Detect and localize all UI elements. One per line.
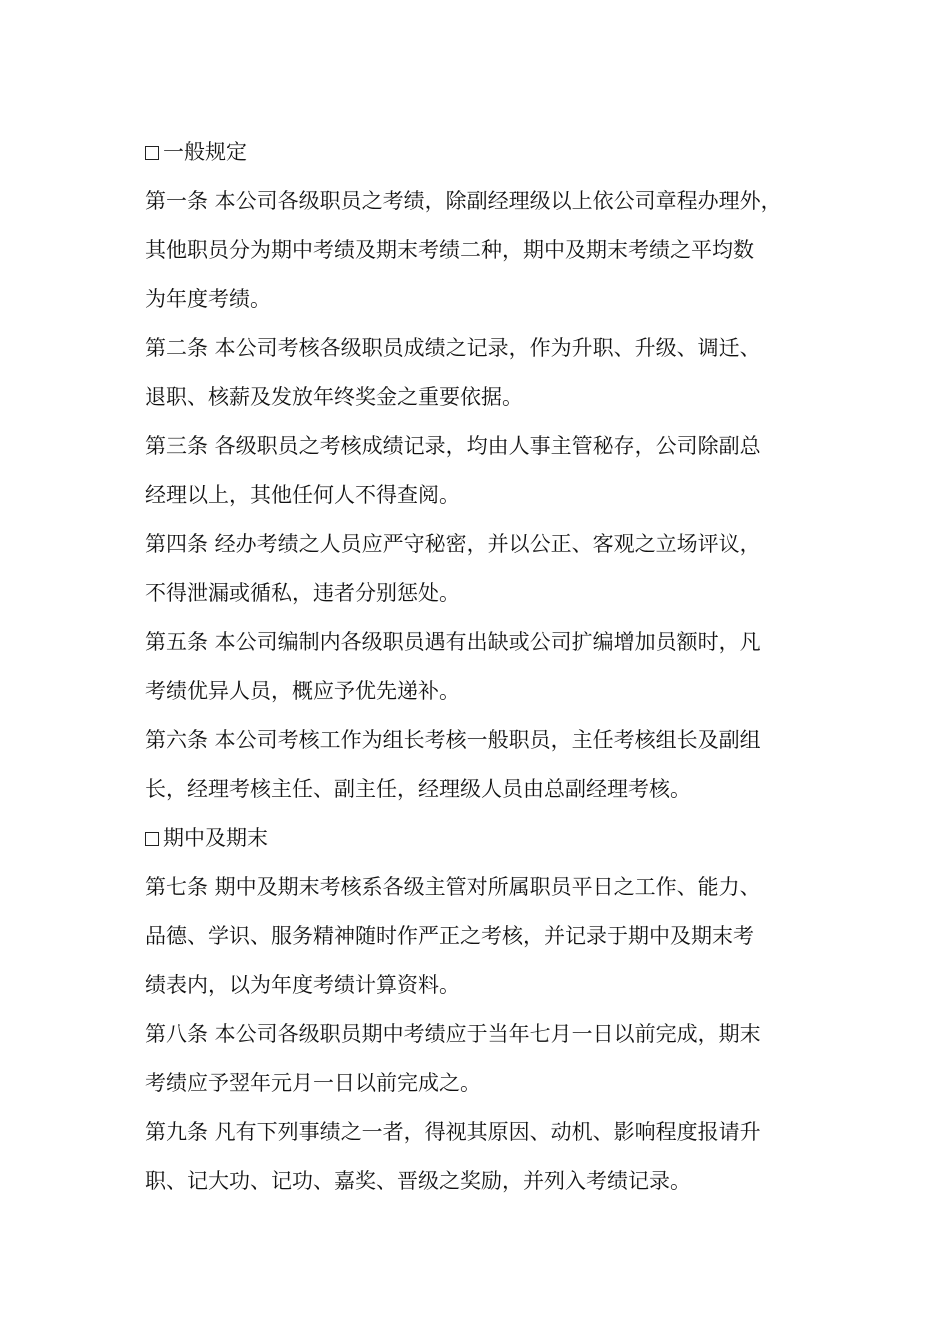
article-line: 考绩应予翌年元月一日以前完成之。: [145, 1071, 481, 1095]
article-line: 第一条 本公司各级职员之考绩，除副经理级以上依公司章程办理外，: [145, 189, 782, 213]
article-3: [145, 422, 825, 520]
article-line: 退职、核薪及发放年终奖金之重要依据。: [145, 385, 523, 409]
article-line: 第六条 本公司考核工作为组长考核一般职员，主任考核组长及副组: [145, 728, 761, 752]
article-line: 不得泄漏或循私，违者分别惩处。: [145, 581, 460, 605]
section-heading-text: 一般规定: [163, 140, 247, 164]
document-body: [145, 128, 825, 1206]
article-line: 长，经理考核主任、副主任，经理级人员由总副经理考核。: [145, 777, 691, 801]
section-heading-text: 期中及期末: [163, 826, 268, 850]
article-8: [145, 1010, 825, 1108]
article-line: 第二条 本公司考核各级职员成绩之记录，作为升职、升级、调迁、: [145, 336, 761, 360]
article-line: 第九条 凡有下列事绩之一者，得视其原因、动机、影响程度报请升: [145, 1120, 761, 1144]
article-4: [145, 520, 825, 618]
article-line: 第七条 期中及期末考核系各级主管对所属职员平日之工作、能力、: [145, 875, 761, 899]
article-line: 其他职员分为期中考绩及期末考绩二种，期中及期末考绩之平均数: [145, 238, 754, 262]
checkbox-icon: [145, 832, 159, 846]
article-2: [145, 324, 825, 422]
article-line: 第五条 本公司编制内各级职员遇有出缺或公司扩编增加员额时，凡: [145, 630, 761, 654]
article-line: 第三条 各级职员之考核成绩记录，均由人事主管秘存，公司除副总: [145, 434, 761, 458]
article-6: [145, 716, 825, 814]
article-7: [145, 863, 825, 1010]
article-line: 职、记大功、记功、嘉奖、晋级之奖励，并列入考绩记录。: [145, 1169, 691, 1193]
section-heading-general: [145, 128, 825, 177]
article-line: 为年度考绩。: [145, 287, 271, 311]
article-line: 第八条 本公司各级职员期中考绩应于当年七月一日以前完成，期末: [145, 1022, 761, 1046]
article-line: 经理以上，其他任何人不得查阅。: [145, 483, 460, 507]
article-1: [145, 177, 825, 324]
article-line: 第四条 经办考绩之人员应严守秘密，并以公正、客观之立场评议，: [145, 532, 761, 556]
checkbox-icon: [145, 146, 159, 160]
article-line: 考绩优异人员，概应予优先递补。: [145, 679, 460, 703]
article-9: [145, 1108, 825, 1206]
article-5: [145, 618, 825, 716]
article-line: 品德、学识、服务精神随时作严正之考核，并记录于期中及期末考: [145, 924, 754, 948]
section-heading-midterm-final: [145, 814, 825, 863]
article-line: 绩表内，以为年度考绩计算资料。: [145, 973, 460, 997]
